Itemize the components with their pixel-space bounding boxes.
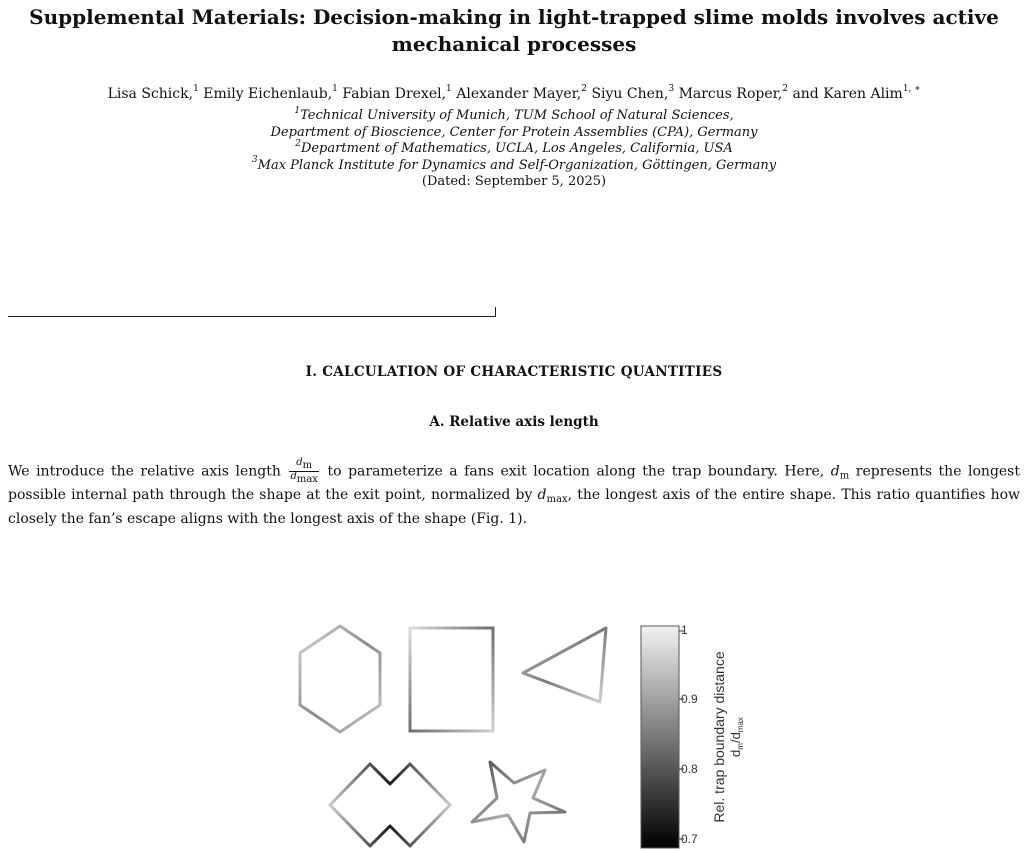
affiliation-line: $^2$Department of Mathematics, UCLA, Los Angeles, California, USA: [295, 138, 733, 156]
author: Alexander Mayer,$^2$: [456, 84, 587, 102]
section-heading: I. CALCULATION OF CHARACTERISTIC QUANTITIES: [305, 364, 723, 380]
subsection-heading: A. Relative axis length: [429, 414, 599, 430]
author: Emily Eichenlaub,$^1$: [203, 84, 338, 102]
affiliation-line: Department of Bioscience, Center for Protein Assemblies (CPA), Germany: [270, 124, 758, 140]
body-paragraph: We introduce the relative axis length $\frac{dm}{dmax}$ to parameterize a fans exit location along the trap boundary. Here, $d_m$ represents the longest possible internal path through the shape at the exit point, normalized by $d_{max}$, the longest axis of the entire shape. This ratio quantifies how closely the fan’s escape aligns with the longest axis of the shape (Fig. 1).: [8, 457, 1021, 527]
author: Marcus Roper,$^2$: [678, 84, 788, 102]
star-trap-shape: [472, 762, 565, 842]
author: Fabian Drexel,$^1$: [342, 84, 452, 102]
hexagon-trap-shape: [300, 626, 380, 732]
notched-square-trap-shape: [330, 764, 450, 846]
colorbar-tick-label: 0.7: [681, 832, 698, 846]
author: and Karen Alim$^{1, ∗}$: [792, 84, 921, 102]
colorbar-tick-label: 0.8: [681, 762, 698, 776]
colorbar-tick-label: 0.9: [681, 692, 698, 706]
colorbar-tick-label: 1: [681, 623, 688, 637]
title-line-2: mechanical processes: [391, 32, 637, 56]
author: Lisa Schick,$^1$: [107, 84, 199, 102]
colorbar-label-formula: $d_m/d_{max}$: [728, 717, 745, 757]
triangle-trap-shape: [523, 628, 606, 702]
affiliation-line: $^3$Max Planck Institute for Dynamics and Self-Organization, Göttingen, Germany: [251, 155, 777, 173]
dated-line: (Dated: September 5, 2025): [421, 174, 607, 189]
rectangle-trap-shape: [410, 628, 493, 731]
colorbar-ticks: [679, 631, 684, 839]
title-line-1: Supplemental Materials: Decision-making in light-trapped slime molds involves active: [29, 5, 999, 29]
colorbar-label: Rel. trap boundary distance: [711, 651, 727, 823]
colorbar: [641, 626, 679, 848]
affiliation-line: $^1$Technical University of Munich, TUM School of Natural Sciences,: [294, 105, 734, 123]
fraction-dm-dmax: $\frac{dm}{dmax}$: [290, 457, 318, 485]
author: Siyu Chen,$^3$: [591, 84, 675, 102]
